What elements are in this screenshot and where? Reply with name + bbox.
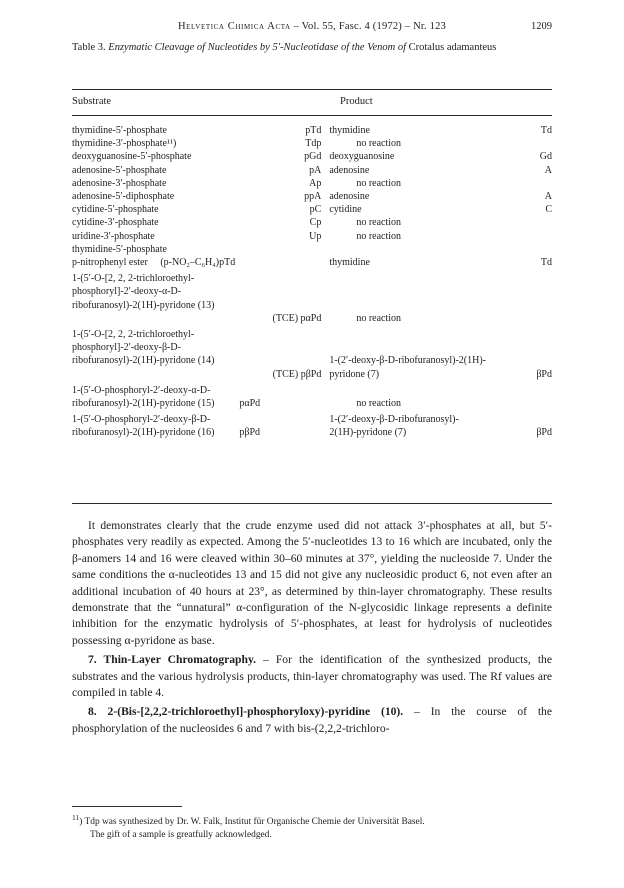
section-8-heading: 8. 2-(Bis-[2,2,2-trichloroethyl]-phosphoryloxy)-pyridine (10). [88,705,404,719]
table-row [72,190,552,203]
footnote-line-1: ) Tdp was synthesized by Dr. W. Falk, Institut für Organische Chemie der Universität Basel. [79,817,425,828]
product-abbrev [520,230,552,243]
product-abbrev [520,137,552,150]
substrate-name: 1-(5′-O-[2, 2, 2-trichloroethyl- [72,329,195,340]
product-name: no reaction [356,177,402,189]
product-name: cytidine [329,204,362,216]
product-name: thymidine [329,257,370,269]
substrate-abbrev: pTd [305,125,322,136]
substrate-name-cont: phosphoryl]-2′-deoxy-α-D- [72,286,182,298]
substrate-name-cont: p-nitrophenyl ester [72,257,148,269]
product-name: 1-(2′-deoxy-β-D-ribofuranosyl)- [329,414,459,426]
footnote-line-2: The gift of a sample is greatfully acknowledged. [90,829,272,840]
table-title: Enzymatic Cleavage of Nucleotides by 5′-Nucleotidase of the Venom of [108,42,409,53]
product-name: no reaction [356,397,402,409]
product-name: adenosine [329,191,370,203]
footnote-11 [72,812,552,842]
section-7 [72,652,552,701]
page-number: 1209 [531,21,552,32]
table-body-complex [72,243,552,440]
product-name-cont: pyridone (7) [329,368,380,380]
substrate-name-cont: phosphoryl]-2′-deoxy-β-D- [72,342,181,354]
product-abbrev: βPd [536,427,552,439]
substrate-abbrev: Up [309,230,322,242]
table-row [72,164,552,177]
substrate-abbrev: (p-NO₂–C₆H₄)pTd [160,257,236,269]
table-row [72,243,552,272]
paragraph-results: It demonstrates clearly that the crude enzyme used did not attack 3′-phosphates at all, but 5′-phosphates very readily as expected. Among the 5′-nucleotides 13 to 16 which are incubated, only the β-anomers 14 and 16 were cleaved within 30–60 minutes at 37°, yielding the nucleoside 7. Under the same conditions the α-nucleotides 13 and 15 did not give any nucleosidic product 6, not even after an additional incubation of 40 hours at 23°, as determined by thin-layer chromatography. These results demonstrate that the “unnatural” α-configuration of the N-glycosidic linkage represents a definite inhibition for the enzymatic hydrolysis of 5′-phosphates, at least for hydrolysis of nucleotides possessing α-pyridone as base. [72,519,552,647]
product-name: thymidine [329,125,370,136]
product-abbrev: Td [540,257,552,269]
table-row [72,216,552,229]
substrate-name: cytidine-5′-phosphate [72,204,159,216]
substrate-name-cont: ribofuranosyl)-2(1H)-pyridone (13) [72,299,215,311]
product-abbrev: Td [540,125,552,136]
column-header-substrate: Substrate [72,96,112,107]
substrate-name: cytidine-3′-phosphate [72,217,159,229]
substrate-abbrev: (TCE) pαPd [272,312,322,324]
table-bottom-rule [72,503,552,504]
product-abbrev [520,216,552,229]
substrate-name: adenosine-3′-phosphate [72,177,167,189]
journal-name: Helvetica Chimica Acta [178,21,291,32]
section-8 [72,704,552,737]
product-abbrev [520,177,552,190]
substrate-name: 1-(5′-O-phosphoryl-2′-deoxy-β-D- [72,414,211,426]
substrate-name-cont: ribofuranosyl)-2(1H)-pyridone (16) [72,427,215,439]
product-name: deoxyguanosine [329,151,395,163]
substrate-name: deoxyguanosine-5′-phosphate [72,151,192,163]
substrate-name: thymidine-5′-phosphate [72,243,167,255]
substrate-name: thymidine-5′-phosphate [72,125,167,136]
table-caption [72,42,552,53]
table-row [72,137,552,150]
substrate-name: thymidine-3′-phosphate¹¹) [72,138,177,150]
product-name: adenosine [329,164,370,176]
running-head [72,21,552,32]
body-text [72,518,552,737]
column-header-product: Product [340,96,373,107]
substrate-abbrev: pβPd [239,427,261,439]
table-header-rule [72,115,552,116]
substrate-abbrev: pGd [304,151,322,163]
product-name: no reaction [356,230,402,242]
product-abbrev: A [544,191,552,203]
product-name: no reaction [356,138,402,150]
table-row [72,272,552,328]
product-name-cont: 2(1H)-pyridone (7) [329,427,407,439]
issue-info: – Vol. 55, Fasc. 4 (1972) – Nr. 123 [290,21,446,32]
substrate-name-cont: ribofuranosyl)-2(1H)-pyridone (15) [72,397,215,409]
substrate-name: uridine-3′-phosphate [72,230,155,242]
footnote-mark: 11 [72,813,80,822]
substrate-abbrev: pC [309,204,322,216]
product-name: no reaction [356,312,402,324]
substrate-abbrev: Tdp [305,138,322,150]
footnote-rule [72,806,182,807]
table-row [72,203,552,216]
table-top-rule [72,89,552,90]
substrate-name: adenosine-5′-phosphate [72,164,167,176]
table-body [72,124,552,243]
substrate-name: adenosine-5′-diphosphate [72,191,175,203]
substrate-name-cont: ribofuranosyl)-2(1H)-pyridone (14) [72,355,215,367]
substrate-abbrev: ppA [304,191,322,203]
substrate-abbrev: (TCE) pβPd [272,368,322,380]
section-7-heading: 7. Thin-Layer Chromatography. [88,653,257,667]
table-row [72,177,552,190]
table-row [72,384,552,413]
substrate-name: 1-(5′-O-phosphoryl-2′-deoxy-α-D- [72,384,211,396]
enzymatic-cleavage-table [72,124,552,440]
product-abbrev: C [545,204,552,216]
table-label: Table 3. [72,42,109,53]
product-name: no reaction [356,217,402,229]
substrate-abbrev: Ap [309,177,322,189]
table-row [72,230,552,243]
table-row [72,124,552,137]
table-row [72,150,552,163]
table-row [72,328,552,384]
product-abbrev: βPd [536,368,552,380]
substrate-abbrev: pA [309,164,322,176]
table-title-species: Crotalus adamanteus [408,42,497,53]
product-abbrev: Gd [539,151,552,163]
substrate-abbrev: pαPd [239,397,261,409]
product-abbrev: A [544,164,552,176]
substrate-name: 1-(5′-O-[2, 2, 2-trichloroethyl- [72,273,195,285]
section-7-text: – For the identification of the synthesized products, the substrates and the various hydrolysis products, thin-layer chromatography was used. The Rf values are compiled in table 4. [72,653,552,700]
section-8-text: – In the course of the phosphorylation of the nucleosides 6 and 7 with bis-(2,2,2-trichloro- [72,705,552,735]
table-row [72,413,552,439]
product-name: 1-(2′-deoxy-β-D-ribofuranosyl)-2(1H)- [329,355,487,367]
substrate-abbrev: Cp [309,217,322,229]
